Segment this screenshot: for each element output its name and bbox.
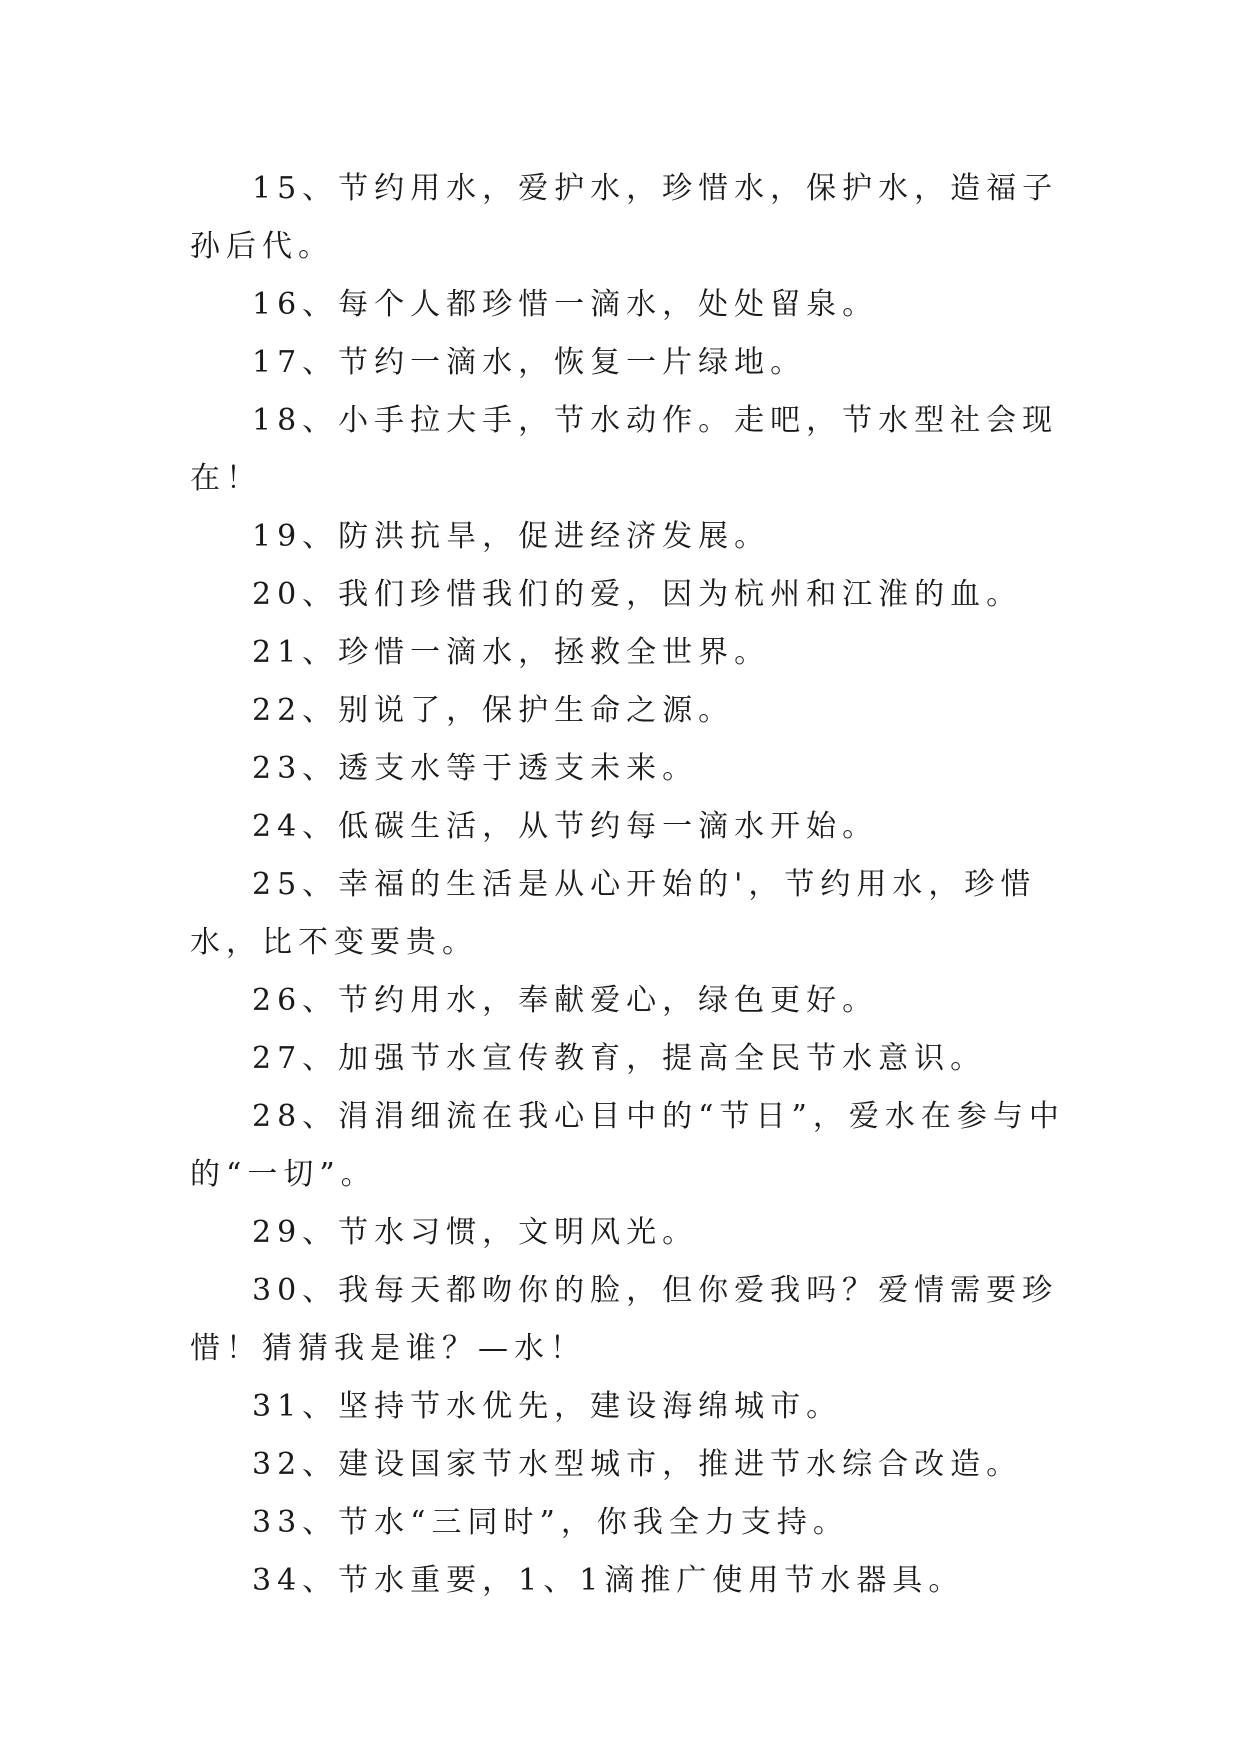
list-item: 23、透支水等于透支未来。 <box>252 751 699 786</box>
list-item: 22、别说了，保护生命之源。 <box>252 693 735 728</box>
list-item: 20、我们珍惜我们的爱，因为杭州和江淮的血。 <box>252 577 1023 612</box>
list-item: 16、每个人都珍惜一滴水，处处留泉。 <box>252 287 879 322</box>
list-item: 31、坚持节水优先，建设海绵城市。 <box>252 1389 843 1424</box>
list-item: 30、我每天都吻你的脸，但你爱我吗？爱情需要珍惜！猜猜我是谁？—水！ <box>190 1273 1059 1366</box>
list-item: 19、防洪抗旱，促进经济发展。 <box>252 519 771 554</box>
list-item: 17、节约一滴水，恢复一片绿地。 <box>252 345 807 380</box>
list-item: 24、低碳生活，从节约每一滴水开始。 <box>252 809 879 844</box>
list-item: 15、节约用水，爱护水，珍惜水，保护水，造福子孙后代。 <box>190 171 1059 264</box>
slogan-list <box>190 160 1070 1610</box>
list-item: 28、涓涓细流在我心目中的“节日”，爱水在参与中的“一切”。 <box>190 1099 1065 1192</box>
list-item: 21、珍惜一滴水，拯救全世界。 <box>252 635 771 670</box>
list-item: 26、节约用水，奉献爱心，绿色更好。 <box>252 983 879 1018</box>
list-item: 29、节水习惯，文明风光。 <box>252 1215 699 1250</box>
list-item: 32、建设国家节水型城市，推进节水综合改造。 <box>252 1447 1023 1482</box>
list-item: 34、节水重要，1、1滴推广使用节水器具。 <box>252 1563 965 1598</box>
list-item: 18、小手拉大手，节水动作。走吧，节水型社会现在！ <box>190 403 1059 496</box>
list-item: 33、节水“三同时”，你我全力支持。 <box>252 1505 849 1540</box>
list-item: 27、加强节水宣传教育，提高全民节水意识。 <box>252 1041 987 1076</box>
list-item: 25、幸福的生活是从心开始的'，节约用水，珍惜水，比不变要贵。 <box>190 867 1037 960</box>
